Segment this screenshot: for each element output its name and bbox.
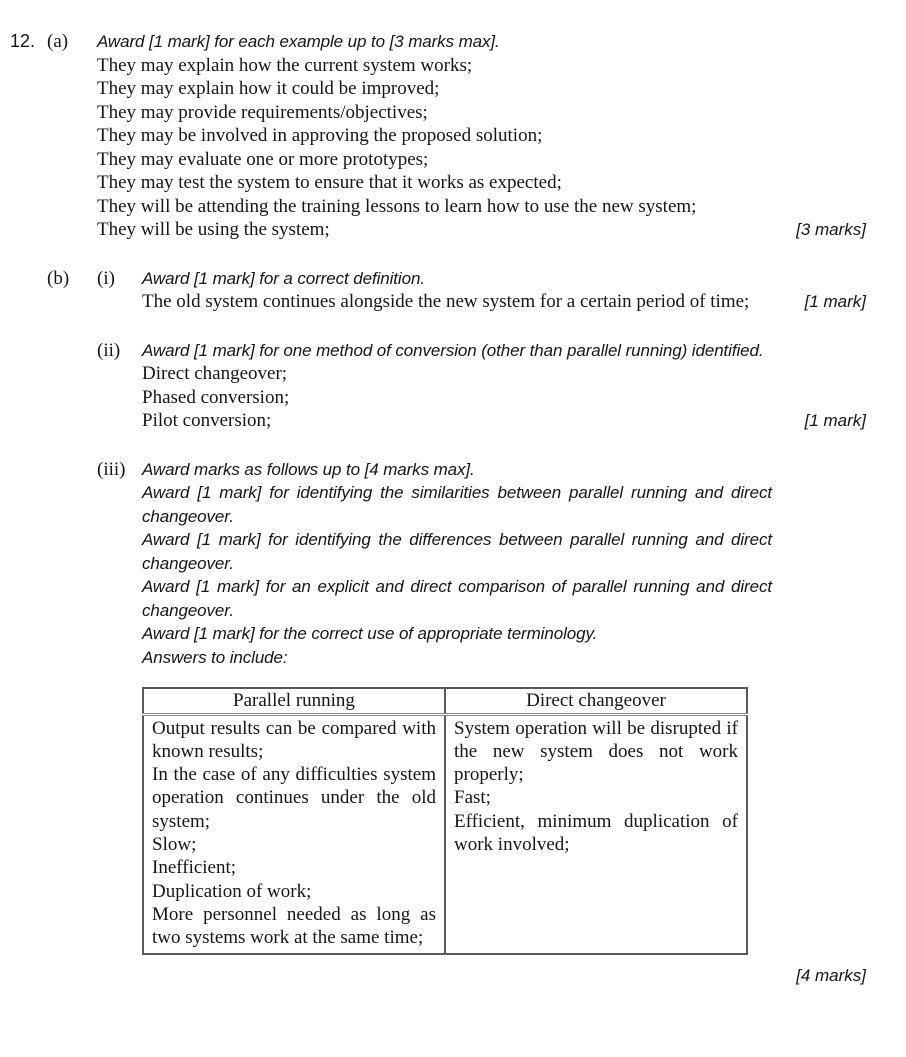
answer-line: They will be using the system; — [97, 219, 330, 240]
question-12-part-b — [0, 267, 906, 988]
answer-line: Direct changeover; — [142, 363, 288, 384]
table-answer-line: More personnel needed as long as two systems work at the same time; — [152, 903, 436, 949]
table-cell-parallel-running — [143, 714, 445, 954]
part-b-content — [97, 267, 896, 988]
instruction-line: Award [1 mark] for identifying the similarities between parallel running and direct changeover. — [142, 483, 772, 526]
answer-line: They may explain how the current system works; — [97, 54, 473, 76]
answer-line: They may be involved in approving the proposed solution; — [97, 125, 543, 146]
question-12-part-a — [0, 30, 906, 242]
part-b-label: (b) — [47, 267, 70, 289]
table-body-row — [143, 714, 747, 954]
subpart-ii-label: (ii) — [97, 339, 121, 361]
answer-line: They may test the system to ensure that it works as expected; — [97, 172, 562, 193]
table-answer-line: Efficient, minimum duplication of work involved; — [454, 810, 738, 855]
part-a-content — [97, 30, 866, 242]
subpart-ii-content — [142, 339, 866, 433]
part-a-instruction: Award [1 mark] for each example up to [3 marks max]. — [97, 32, 500, 51]
table-header-row — [143, 688, 747, 714]
answer-line: They may provide requirements/objectives; — [97, 101, 428, 123]
table-header-parallel-running: Parallel running — [143, 688, 445, 714]
instruction-line: Award [1 mark] for an explicit and direct comparison of parallel running and direct changeover. — [142, 577, 772, 620]
mark-allocation: [1 mark] — [804, 292, 866, 311]
mark-allocation: [1 mark] — [804, 411, 866, 430]
subpart-b-ii — [97, 339, 896, 433]
mark-allocation: [3 marks] — [796, 220, 866, 239]
table-header-direct-changeover: Direct changeover — [445, 688, 747, 714]
subpart-i-label: (i) — [97, 267, 115, 289]
table-answer-line: Fast; — [454, 787, 491, 809]
instruction-line: Answers to include: — [142, 647, 288, 667]
answer-line: They may explain how it could be improved; — [97, 78, 440, 99]
part-a-label: (a) — [47, 31, 69, 52]
table-answer-line: Duplication of work; — [152, 880, 312, 902]
subpart-b-iii — [97, 458, 896, 988]
mark-allocation: [4 marks] — [796, 966, 866, 986]
subpart-i-content — [142, 267, 866, 314]
table-answer-line: In the case of any difficulties system operation continues under the old system; — [152, 764, 436, 832]
table-cell-direct-changeover — [445, 714, 747, 954]
subpart-i-instruction: Award [1 mark] for a correct definition. — [142, 268, 425, 288]
instruction-line: Award [1 mark] for the correct use of appropriate terminology. — [142, 624, 598, 643]
mark-allocation-row — [142, 964, 866, 988]
answer-line: They may evaluate one or more prototypes; — [97, 148, 429, 170]
question-number: 12. — [10, 31, 36, 51]
table-answer-line: Slow; — [152, 833, 197, 855]
subpart-iii-content — [142, 458, 866, 988]
answer-line: The old system continues alongside the new system for a certain period of time; — [142, 291, 750, 312]
answer-line: Phased conversion; — [142, 386, 290, 408]
subpart-ii-instruction: Award [1 mark] for one method of conversion (other than parallel running) identified. — [142, 340, 764, 360]
subpart-iii-label: (iii) — [97, 458, 126, 480]
answer-line-with-marks — [97, 218, 866, 242]
answer-line: Pilot conversion; — [142, 410, 272, 431]
table-answer-line: System operation will be disrupted if the new system does not work properly; — [454, 717, 738, 786]
table-answer-line: Output results can be compared with known results; — [152, 717, 436, 762]
table-answer-line: Inefficient; — [152, 857, 237, 879]
answer-line: They will be attending the training lessons to learn how to use the new system; — [97, 195, 697, 217]
instruction-line: Award marks as follows up to [4 marks max]. — [142, 459, 475, 479]
subpart-b-i — [97, 267, 896, 314]
instruction-line: Award [1 mark] for identifying the differences between parallel running and direct changeover. — [142, 530, 772, 573]
comparison-table — [142, 687, 748, 955]
